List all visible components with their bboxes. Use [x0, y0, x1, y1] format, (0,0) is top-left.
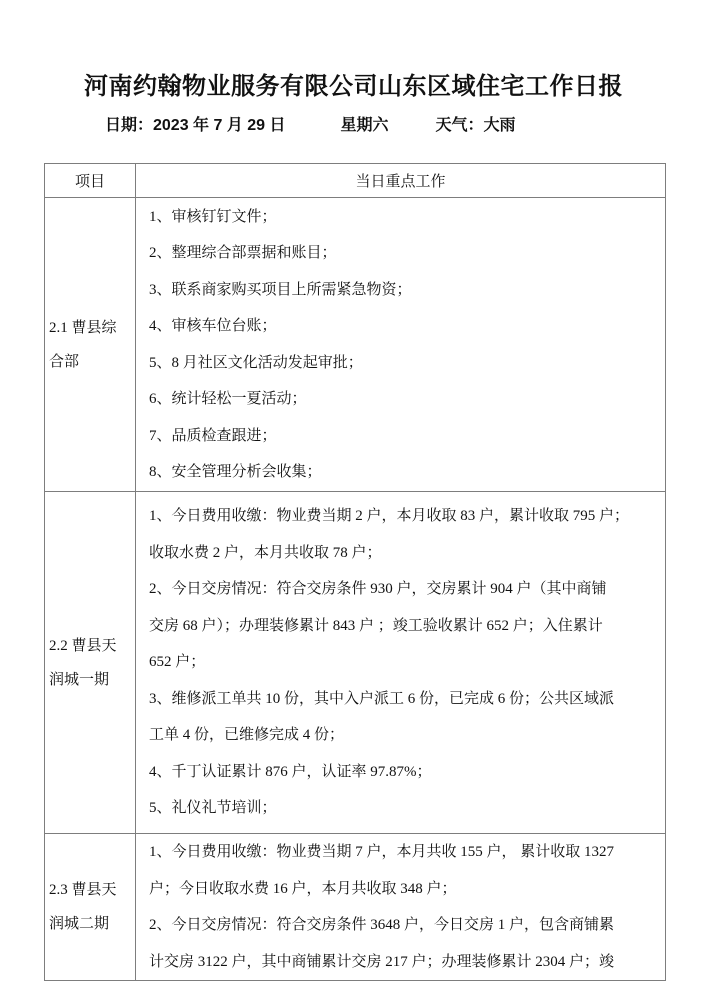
date-field: 日期：2023 年 7 月 29 日 — [105, 117, 286, 134]
project-label-line: 润城一期 — [49, 671, 110, 688]
project-label-line: 润城二期 — [49, 916, 110, 932]
work-item-line: 2、今日交房情况：符合交房条件 3648 户，今日交房 1 户，包含商铺累 — [149, 917, 615, 933]
work-item-line: 6、统计轻松一夏活动； — [149, 391, 307, 407]
work-item-line: 1、今日费用收缴：物业费当期 7 户，本月共收 155 户， 累计收取 1327 — [149, 844, 615, 860]
project-cell — [45, 198, 136, 492]
work-item-line: 1、今日费用收缴：物业费当期 2 户，本月收取 83 户，累计收取 795 户； — [149, 508, 630, 525]
project-cell — [45, 492, 136, 834]
work-item-line: 收取水费 2 户，本月共收取 78 户； — [149, 544, 382, 561]
work-item-line: 5、礼仪礼节培训； — [149, 800, 277, 817]
work-cell — [136, 492, 666, 834]
work-item-line: 计交房 3122 户，其中商铺累计交房 217 户；办理装修累计 2304 户；竣 — [149, 953, 615, 970]
work-item-line: 2、今日交房情况：符合交房条件 930 户，交房累计 904 户（其中商铺 — [149, 581, 607, 598]
project-label-line: 合部 — [49, 353, 80, 370]
project-cell — [45, 834, 136, 981]
work-item-line: 工单 4 份，已维修完成 4 份； — [149, 727, 345, 744]
work-item-line: 户；今日收取水费 16 户，本月共收取 348 户； — [149, 880, 457, 897]
work-item-line: 1、审核钉钉文件； — [149, 208, 277, 225]
table-row — [45, 834, 666, 981]
work-cell — [136, 198, 666, 492]
table-row — [45, 492, 666, 834]
work-item-line: 8、安全管理分析会收集； — [149, 464, 322, 480]
work-item-line: 3、联系商家购买项目上所需紧急物资； — [149, 281, 412, 298]
project-label-line: 2.2 曹县天 — [49, 637, 117, 654]
report-table — [44, 163, 666, 981]
work-item-line: 4、审核车位台账； — [149, 318, 277, 334]
work-item-line: 2、整理综合部票据和账目； — [149, 245, 337, 261]
header-work: 当日重点工作 — [136, 164, 666, 198]
work-cell — [136, 834, 666, 981]
header-project: 项目 — [45, 164, 136, 198]
meta-line — [105, 112, 516, 135]
work-item-line: 交房 68 户）；办理装修累计 843 户 ；竣工验收累计 652 户；入住累计 — [149, 617, 603, 634]
weekday-field: 星期六 — [340, 117, 389, 134]
project-label-line: 2.1 曹县综 — [49, 319, 117, 336]
page-title: 河南约翰物业服务有限公司山东区域住宅工作日报 — [84, 73, 623, 100]
work-item-line: 7、品质检查跟进； — [149, 427, 277, 444]
work-item-line: 3、维修派工单共 10 份，其中入户派工 6 份，已完成 6 份；公共区域派 — [149, 690, 615, 707]
work-item-line: 4、千丁认证累计 876 户，认证率 97.87%； — [149, 763, 432, 780]
work-item-line: 5、8 月社区文化活动发起审批； — [149, 354, 363, 371]
work-item-line: 652 户； — [149, 654, 206, 671]
project-label-line: 2.3 曹县天 — [49, 882, 117, 898]
weather-field: 天气：大雨 — [435, 117, 516, 134]
table-row — [45, 198, 666, 492]
table-header-row — [45, 164, 666, 198]
